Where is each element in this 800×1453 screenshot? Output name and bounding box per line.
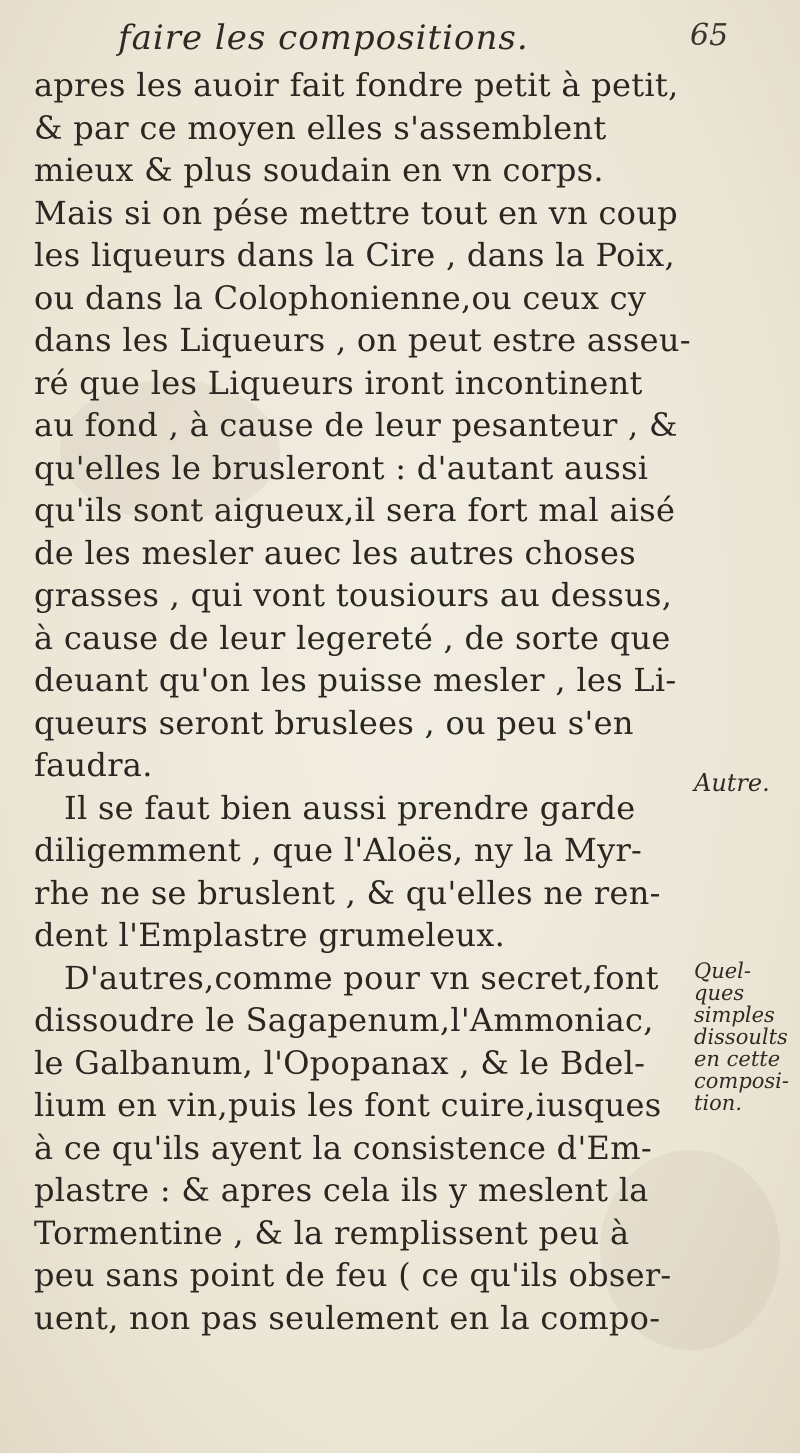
margin-note-line: tion.: [694, 1091, 742, 1115]
text-line: ré que les Liqueurs iront incontinent: [34, 363, 643, 402]
margin-note-line: ques: [694, 981, 745, 1005]
text-line: faudra.: [34, 746, 153, 784]
text-line: plastre : & apres cela ils y meslent la: [34, 1171, 649, 1209]
text-line: dans les Liqueurs , on peut estre asseu-: [34, 321, 691, 359]
body-text: [34, 64, 704, 1339]
text-line: D'autres,comme pour vn secret,font: [64, 958, 659, 997]
page-header: [0, 12, 800, 68]
text-line: deuant qu'on les puisse mesler , les Li-: [34, 661, 677, 699]
text-line: dent l'Emplastre grumeleux.: [34, 916, 506, 954]
text-line: apres les auoir fait fondre petit à petit,: [34, 66, 679, 104]
text-line: mieux & plus soudain en vn corps.: [34, 151, 604, 189]
running-title: faire les compositions.: [118, 18, 529, 58]
text-line: les liqueurs dans la Cire , dans la Poix,: [34, 236, 675, 274]
text-line: queurs seront bruslees , ou peu s'en: [34, 703, 634, 742]
text-line: peu sans point de feu ( ce qu'ils obser-: [34, 1256, 672, 1294]
margin-note-quelques-simples: [694, 960, 800, 1114]
margin-note-line: en cette: [694, 1047, 781, 1071]
text-line: dissoudre le Sagapenum,l'Ammoniac,: [34, 1001, 654, 1039]
margin-note-line: Autre.: [694, 769, 770, 797]
text-line: de les mesler auec les autres choses: [34, 533, 636, 572]
text-line: le Galbanum, l'Opopanax , & le Bdel-: [34, 1043, 646, 1082]
margin-note-line: Quel-: [694, 959, 751, 983]
text-line: au fond , à cause de leur pesanteur , &: [34, 406, 678, 444]
text-line: qu'elles le brusleront : d'autant aussi: [34, 448, 649, 487]
margin-note-autre: [694, 768, 800, 798]
text-line: uent, non pas seulement en la compo-: [34, 1298, 661, 1337]
page-number: 65: [690, 18, 729, 53]
text-line: Il se faut bien aussi prendre garde: [64, 788, 636, 827]
text-line: Mais si on pése mettre tout en vn coup: [34, 193, 678, 232]
text-line: grasses , qui vont tousiours au dessus,: [34, 576, 673, 614]
text-line: rhe ne se bruslent , & qu'elles ne ren-: [34, 873, 661, 912]
text-line: à cause de leur legereté , de sorte que: [34, 618, 671, 657]
text-line: Tormentine , & la remplissent peu à: [34, 1213, 630, 1252]
text-line: à ce qu'ils ayent la consistence d'Em-: [34, 1128, 652, 1167]
text-line: qu'ils sont aigueux,il sera fort mal aisé: [34, 491, 676, 529]
margin-note-line: composi-: [694, 1069, 789, 1093]
text-line: ou dans la Colophonienne,ou ceux cy: [34, 278, 647, 317]
text-line: diligemment , que l'Aloës, ny la Myr-: [34, 831, 643, 869]
margin-note-line: simples: [694, 1003, 775, 1027]
margin-note-line: dissoults: [694, 1025, 788, 1049]
text-line: lium en vin,puis les font cuire,iusques: [34, 1086, 662, 1124]
text-line: & par ce moyen elles s'assemblent: [34, 108, 607, 147]
